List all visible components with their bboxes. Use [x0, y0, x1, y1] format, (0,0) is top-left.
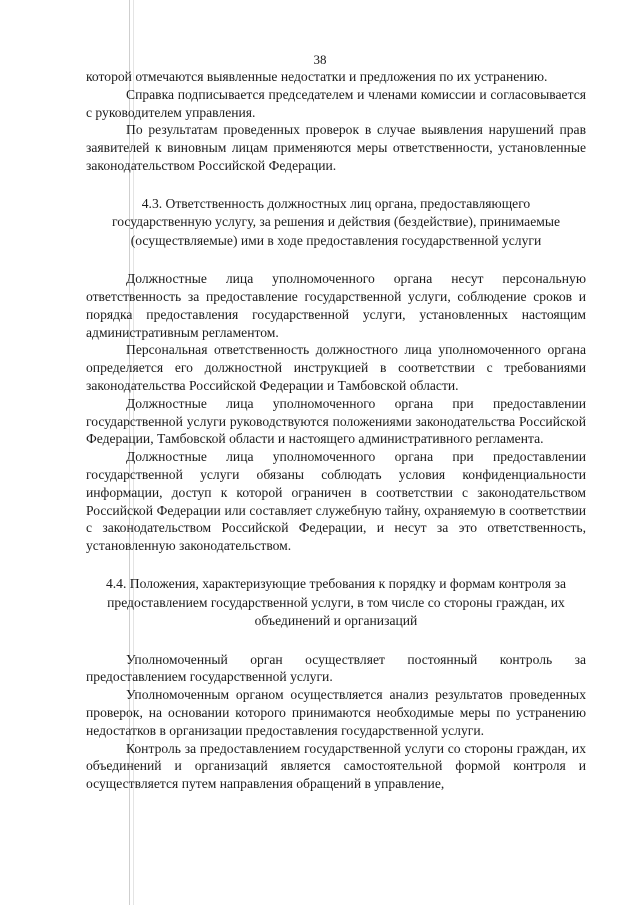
paragraph: Справка подписывается председателем и членами комиссии и согласовывается с руководителем управления. [86, 86, 586, 120]
paragraph: Контроль за предоставлением государственной услуги со стороны граждан, их объединений и организаций является самостоятельной формой контроля и осуществляется путем направления обращений в управление, [86, 740, 586, 792]
paragraph: Уполномоченный орган осуществляет постоянный контроль за предоставлением государственной услуги. [86, 651, 586, 685]
page-number: 38 [313, 52, 327, 67]
paragraph: По результатам проведенных проверок в случае выявления нарушений прав заявителей к виновным лицам применяются меры ответственности, установленные законодательством Российской Федерации. [86, 122, 586, 173]
paragraph: Должностные лица уполномоченного органа несут персональную ответственность за предоставление государственной услуги, соблюдение сроков и порядка предоставления государственной услуги, установленных настоящим административным регламентом. [86, 271, 586, 340]
section-heading-4-3: 4.3. Ответственность должностных лиц органа, предоставляющего государственную услугу, за решения и действия (бездействие), принимаемые (осуществляемые) ими в ходе предоставления государственной услуги [111, 195, 560, 248]
paragraph: которой отмечаются выявленные недостатки и предложения по их устранению. [86, 69, 548, 84]
section-heading-4-4: 4.4. Положения, характеризующие требования к порядку и формам контроля за предоставлением государственной услуги, в том числе со стороны граждан, их объединений и организаций [105, 576, 566, 629]
paragraph: Уполномоченным органом осуществляется анализ результатов проведенных проверок, на основании которого принимаются необходимые меры по устранению недостатков в организации предоставления государственной услуги. [86, 687, 586, 738]
paragraph: Персональная ответственность должностного лица уполномоченного органа определяется его должностной инструкцией в соответствии с требованиями законодательства Российской Федерации и Тамбовской области. [86, 342, 586, 394]
paragraph: Должностные лица уполномоченного органа при предоставлении государственной услуги обязаны соблюдать условия конфиденциальности информации, доступ к которой ограничен в соответствии с законодательством Российской Федерации или составляет служебную тайну, охраняемую в соответствии с законодательством Российской Федерации, и несут за это ответственность, установленную законодательством. [86, 449, 586, 554]
paragraph: Должностные лица уполномоченного органа при предоставлении государственной услуги руководствуются положениями законодательства Российской Федерации, Тамбовской области и настоящего административного регламента. [86, 395, 586, 447]
document-body [86, 68, 586, 793]
